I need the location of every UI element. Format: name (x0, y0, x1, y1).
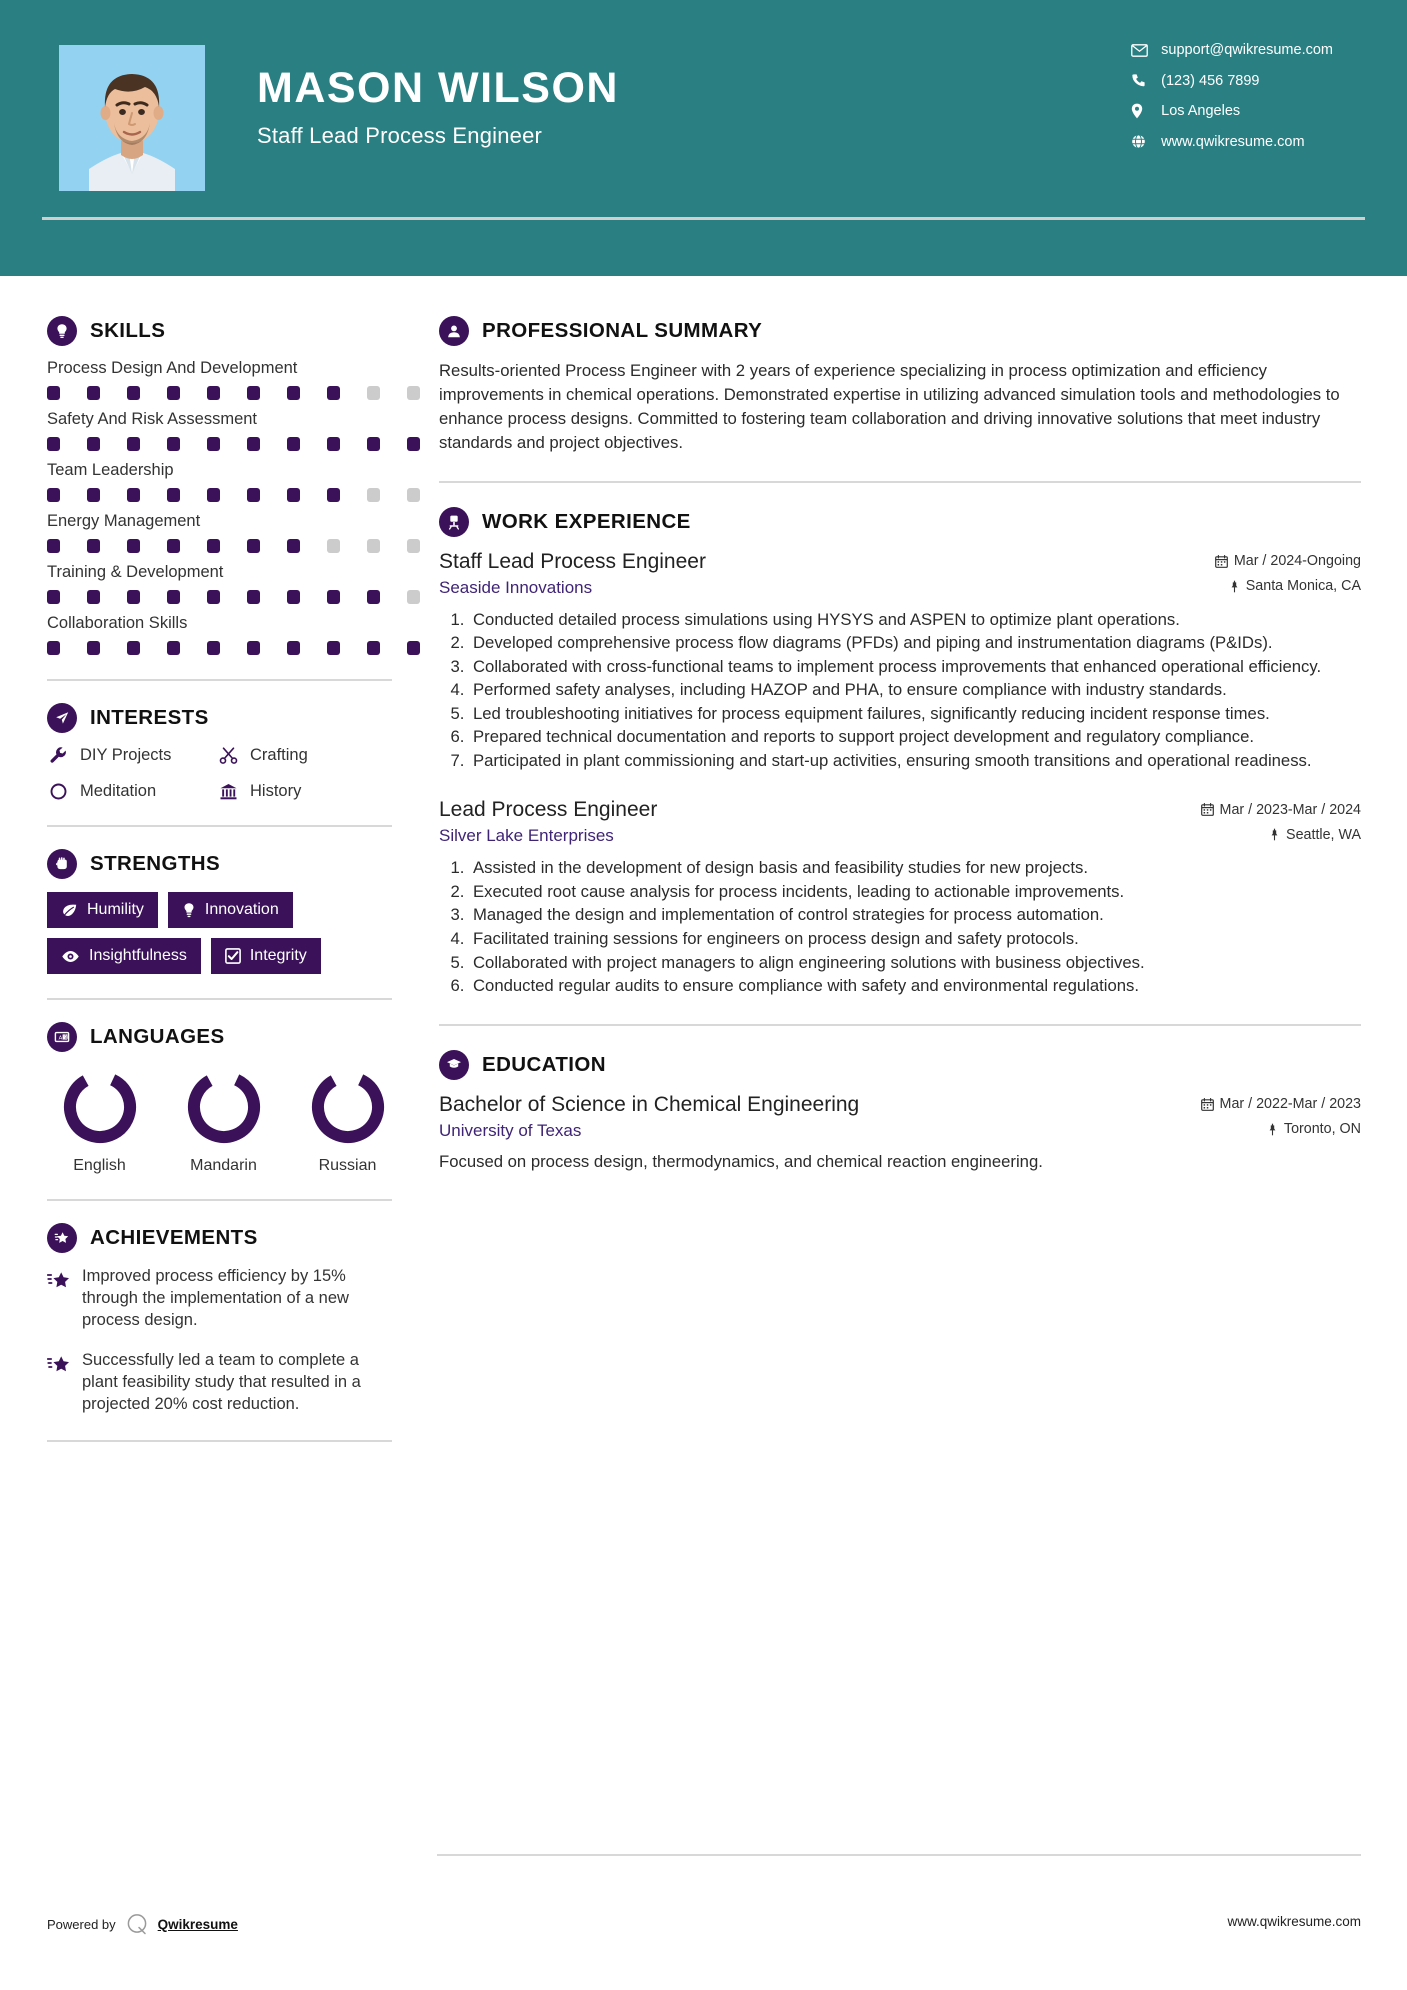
interest-item (217, 746, 392, 765)
calendar-icon (1201, 803, 1214, 816)
section-achievements (47, 1223, 392, 1416)
sidebar-divider-5 (47, 1440, 392, 1442)
phone-icon (1131, 73, 1157, 88)
strength-label: Integrity (249, 947, 307, 964)
skill-dot-filled (127, 386, 140, 400)
contact-website[interactable] (1131, 134, 1333, 150)
job-head (439, 550, 1361, 574)
bank-icon (217, 782, 240, 801)
skill-rating (47, 386, 392, 400)
section-strengths (47, 849, 392, 974)
skill-dot-filled (167, 590, 180, 604)
job-location (1229, 578, 1361, 594)
interests-grid (47, 746, 392, 801)
qwikresume-logo-icon (125, 1912, 149, 1936)
resume-header (0, 0, 1407, 276)
email-icon (1131, 44, 1157, 57)
translate-icon (47, 1022, 77, 1052)
education-dates-text: Mar / 2022-Mar / 2023 (1219, 1096, 1361, 1113)
achievements-heading (47, 1223, 392, 1253)
skill-label: Team Leadership (47, 461, 174, 479)
education-description: Focused on process design, thermodynamics, and chemical reaction engineering. (439, 1151, 1043, 1171)
skill-dot-filled (47, 539, 60, 553)
skill-dot-filled (327, 641, 340, 655)
avatar-illustration (59, 45, 205, 191)
job-bullet: 4. Facilitated training sessions for engineers on process design and safety protocols. (469, 928, 1361, 951)
job-bullets (439, 609, 1361, 773)
language-label: English (73, 1157, 126, 1174)
job-role: Staff Lead Process Engineer (439, 549, 706, 573)
achievements-list (47, 1266, 392, 1416)
language-progress-ring (185, 1068, 263, 1146)
header-name-block (257, 66, 619, 149)
section-summary (439, 316, 1361, 455)
education-school[interactable]: University of Texas (439, 1120, 582, 1140)
job-entry (439, 550, 1361, 773)
skill-rating (47, 488, 392, 502)
skill-dot-filled (207, 437, 220, 451)
skill-dot-filled (207, 590, 220, 604)
skill-dot-filled (127, 539, 140, 553)
shooting-star-icon (47, 1270, 71, 1292)
contact-location (1131, 103, 1333, 119)
skill-rating (47, 437, 392, 451)
summary-text: Results-oriented Process Engineer with 2 years of experience specializing in process optimization and efficiency improvements in chemical operations. Demonstrated expertise in utilizing advanced simulation tools and methodologies to enhance process designs. Committed to fostering team collaboration and driving innovative solutions that meet industry standards and project objectives. (439, 361, 1340, 452)
job-entry (439, 798, 1361, 997)
job-bullet: 5. Collaborated with project managers to align engineering solutions with business objectives. (469, 952, 1361, 975)
skill-item (47, 359, 392, 400)
summary-title: PROFESSIONAL SUMMARY (482, 319, 763, 342)
job-bullet: 3. Collaborated with cross-functional teams to implement process improvements that enhanced operational efficiency. (469, 656, 1361, 679)
contact-website-text: www.qwikresume.com (1161, 133, 1305, 150)
skill-item (47, 614, 392, 655)
svg-text:A: A (58, 1035, 63, 1042)
strength-label: Insightfulness (89, 947, 187, 964)
skill-dot-filled (287, 641, 300, 655)
languages-title: LANGUAGES (90, 1025, 225, 1048)
skill-dot-filled (287, 386, 300, 400)
contact-list (1131, 42, 1333, 150)
skill-dot-filled (167, 488, 180, 502)
language-progress-ring (309, 1068, 387, 1146)
powered-by-block (47, 1912, 238, 1936)
strength-badge (211, 938, 321, 974)
education-entry (439, 1093, 1361, 1173)
summary-heading (439, 316, 1361, 346)
circle-icon (47, 782, 70, 801)
job-bullet: 5. Led troubleshooting initiatives for process equipment failures, significantly reducing incident response times. (469, 703, 1361, 726)
scissors-icon (217, 746, 240, 765)
job-bullet: 3. Managed the design and implementation of control strategies for process automation. (469, 904, 1361, 927)
interest-label: History (250, 782, 302, 800)
language-progress-ring (61, 1068, 139, 1146)
job-head (439, 798, 1361, 822)
bulb-icon (182, 902, 196, 919)
powered-by-label: Powered by (47, 1916, 116, 1932)
graduate-icon (439, 1050, 469, 1080)
skill-dot-filled (87, 437, 100, 451)
skill-dot-filled (47, 641, 60, 655)
job-bullet: 2. Executed root cause analysis for process incidents, leading to actionable improvements. (469, 881, 1361, 904)
jobs-list (439, 550, 1361, 998)
job-subhead (439, 578, 1361, 598)
sidebar (0, 276, 400, 1464)
skill-dot-filled (87, 386, 100, 400)
section-education (439, 1050, 1361, 1173)
skill-dot-filled (287, 590, 300, 604)
skill-dot-empty (327, 539, 340, 553)
job-dates-text: Mar / 2023-Mar / 2024 (1219, 801, 1361, 818)
skill-dot-filled (167, 437, 180, 451)
skill-dot-filled (207, 488, 220, 502)
footer-divider (437, 1854, 1361, 1856)
skill-dot-empty (367, 539, 380, 553)
sidebar-divider-2 (47, 825, 392, 827)
shooting-star-icon (47, 1354, 71, 1376)
job-bullet: 1. Conducted detailed process simulations using HYSYS and ASPEN to optimize plant operations. (469, 609, 1361, 632)
job-bullet: 6. Prepared technical documentation and reports to support project development and regulatory compliance. (469, 726, 1361, 749)
interest-label: DIY Projects (80, 746, 172, 764)
job-location (1269, 827, 1361, 843)
skill-label: Training & Development (47, 563, 224, 581)
skill-dot-filled (327, 590, 340, 604)
skill-dot-filled (247, 437, 260, 451)
skill-dot-filled (247, 590, 260, 604)
skills-list (47, 359, 392, 655)
calendar-icon (1215, 555, 1228, 568)
education-subhead (439, 1121, 1361, 1141)
interest-item (217, 782, 392, 801)
interests-heading (47, 703, 392, 733)
header-job-title: Staff Lead Process Engineer (257, 122, 543, 148)
education-location (1267, 1121, 1361, 1137)
office-chair-icon (439, 507, 469, 537)
education-dates (1201, 1096, 1361, 1112)
skill-dot-empty (367, 488, 380, 502)
contact-phone-text: (123) 456 7899 (1161, 72, 1260, 89)
wrench-icon (47, 746, 70, 765)
skill-dot-filled (127, 437, 140, 451)
skill-dot-filled (287, 539, 300, 553)
education-heading (439, 1050, 1361, 1080)
skill-dot-filled (87, 488, 100, 502)
skill-dot-filled (327, 437, 340, 451)
skill-dot-filled (367, 437, 380, 451)
check-square-icon (225, 948, 241, 964)
leaf-icon (61, 903, 78, 918)
skill-dot-filled (127, 641, 140, 655)
job-location-text: Santa Monica, CA (1245, 578, 1361, 594)
pin-icon (1267, 1123, 1278, 1136)
language-item (55, 1068, 144, 1175)
skill-dot-filled (167, 641, 180, 655)
achievement-text: Successfully led a team to complete a plant feasibility study that resulted in a projected 20% cost reduction. (82, 1350, 361, 1413)
skill-label: Energy Management (47, 512, 201, 530)
skill-dot-filled (207, 386, 220, 400)
job-meta (1183, 802, 1361, 818)
interest-label: Crafting (250, 746, 308, 764)
skill-dot-filled (287, 488, 300, 502)
section-skills (47, 316, 392, 655)
education-title: EDUCATION (482, 1052, 606, 1076)
skill-rating (47, 641, 392, 655)
svg-text:文: 文 (63, 1034, 69, 1041)
skill-dot-filled (127, 590, 140, 604)
languages-heading (47, 1022, 392, 1052)
achievements-title: ACHIEVEMENTS (90, 1226, 258, 1249)
calendar-icon (1201, 1098, 1214, 1111)
job-dates-text: Mar / 2024-Ongoing (1233, 553, 1361, 569)
language-item (179, 1068, 268, 1175)
strength-label: Innovation (204, 901, 279, 918)
education-head (439, 1093, 1361, 1117)
achievement-item (47, 1266, 392, 1332)
skill-label: Collaboration Skills (47, 614, 188, 632)
resume-body (0, 276, 1407, 1464)
language-label: Mandarin (190, 1157, 257, 1174)
interests-title: INTERESTS (90, 706, 209, 729)
skill-item (47, 410, 392, 451)
footer-url[interactable]: www.qwikresume.com (1227, 1914, 1361, 1929)
language-item (303, 1068, 392, 1175)
job-company[interactable]: Silver Lake Enterprises (439, 826, 614, 846)
skill-item (47, 461, 392, 502)
skill-dot-filled (207, 641, 220, 655)
main-divider-2 (439, 1024, 1361, 1026)
skill-dot-filled (207, 539, 220, 553)
main-divider-1 (439, 481, 1361, 483)
skill-dot-filled (247, 539, 260, 553)
skill-dot-filled (247, 386, 260, 400)
skill-dot-filled (47, 386, 60, 400)
skill-dot-filled (87, 539, 100, 553)
header-divider (42, 217, 1365, 220)
job-bullet: 4. Performed safety analyses, including HAZOP and PHA, to ensure compliance with industry standards. (469, 679, 1361, 702)
job-meta (1197, 553, 1361, 569)
skill-label: Safety And Risk Assessment (47, 410, 258, 428)
contact-phone[interactable] (1131, 73, 1333, 89)
profile-photo (59, 45, 205, 191)
education-degree: Bachelor of Science in Chemical Engineering (439, 1092, 860, 1116)
eye-icon (61, 950, 80, 963)
skill-dot-empty (367, 386, 380, 400)
job-dates (1215, 553, 1361, 569)
skill-dot-filled (47, 488, 60, 502)
interest-item (47, 746, 217, 765)
education-meta (1183, 1096, 1361, 1112)
education-location-text: Toronto, ON (1283, 1121, 1361, 1138)
job-bullet: 2. Developed comprehensive process flow diagrams (PFDs) and piping and instrumentation diagrams (P&IDs). (469, 632, 1361, 655)
achievement-text: Improved process efficiency by 15% through the implementation of a new process design. (82, 1267, 349, 1329)
skill-dot-filled (167, 539, 180, 553)
strength-badge (168, 892, 293, 928)
contact-email[interactable] (1131, 42, 1333, 58)
globe-icon (1131, 134, 1157, 149)
section-interests (47, 703, 392, 801)
star-badge-icon (47, 1223, 77, 1253)
strength-badge (47, 938, 201, 974)
skill-item (47, 512, 392, 553)
main-column (400, 276, 1407, 1464)
skills-title: SKILLS (90, 319, 166, 342)
skill-label: Process Design And Development (47, 359, 298, 377)
pin-icon (1269, 828, 1280, 841)
skill-dot-filled (367, 590, 380, 604)
job-company[interactable]: Seaside Innovations (439, 577, 593, 597)
languages-list (47, 1068, 392, 1175)
strengths-heading (47, 849, 392, 879)
job-dates (1201, 802, 1361, 818)
footer (0, 1910, 1407, 1950)
skill-rating (47, 590, 392, 604)
paper-plane-icon (47, 703, 77, 733)
skill-dot-filled (367, 641, 380, 655)
skill-rating (47, 539, 392, 553)
skill-dot-filled (127, 488, 140, 502)
strengths-title: STRENGTHS (90, 852, 221, 875)
skill-dot-filled (87, 590, 100, 604)
strength-label: Humility (87, 901, 144, 918)
language-label: Russian (318, 1157, 377, 1174)
job-bullet: 1. Assisted in the development of design basis and feasibility studies for new projects. (469, 857, 1361, 880)
skill-dot-filled (327, 488, 340, 502)
job-location-text: Seattle, WA (1286, 826, 1361, 843)
interest-label: Meditation (80, 782, 157, 800)
qwikresume-brand-link[interactable]: Qwikresume (157, 1916, 238, 1932)
sidebar-divider-1 (47, 679, 392, 681)
work-heading (439, 507, 1361, 537)
job-bullets (439, 857, 1361, 997)
section-languages (47, 1022, 392, 1175)
location-pin-icon (1131, 103, 1157, 119)
strengths-list (47, 892, 392, 974)
sidebar-divider-3 (47, 998, 392, 1000)
lightbulb-icon (47, 316, 77, 346)
user-circle-icon (439, 316, 469, 346)
section-work-experience (439, 507, 1361, 998)
skill-dot-filled (247, 488, 260, 502)
skill-dot-filled (87, 641, 100, 655)
achievement-item (47, 1350, 392, 1416)
contact-email-text: support@qwikresume.com (1161, 42, 1333, 58)
skill-dot-filled (47, 437, 60, 451)
work-title: WORK EXPERIENCE (482, 509, 691, 533)
job-bullet: 7. Participated in plant commissioning and start-up activities, ensuring smooth transitions and operational readiness. (469, 750, 1361, 773)
strength-badge (47, 892, 158, 928)
contact-location-text: Los Angeles (1161, 103, 1241, 119)
skills-heading (47, 316, 392, 346)
interest-item (47, 782, 217, 801)
skill-dot-filled (287, 437, 300, 451)
sidebar-divider-4 (47, 1199, 392, 1201)
skill-dot-filled (47, 590, 60, 604)
skill-item (47, 563, 392, 604)
job-bullet: 6. Conducted regular audits to ensure compliance with safety and environmental regulations. (469, 975, 1361, 998)
skill-dot-filled (167, 386, 180, 400)
skill-dot-filled (247, 641, 260, 655)
skill-dot-filled (327, 386, 340, 400)
page-title: MASON WILSON (257, 64, 619, 112)
pin-icon (1229, 580, 1240, 593)
fist-icon (47, 849, 77, 879)
job-subhead (439, 826, 1361, 846)
job-role: Lead Process Engineer (439, 798, 658, 822)
